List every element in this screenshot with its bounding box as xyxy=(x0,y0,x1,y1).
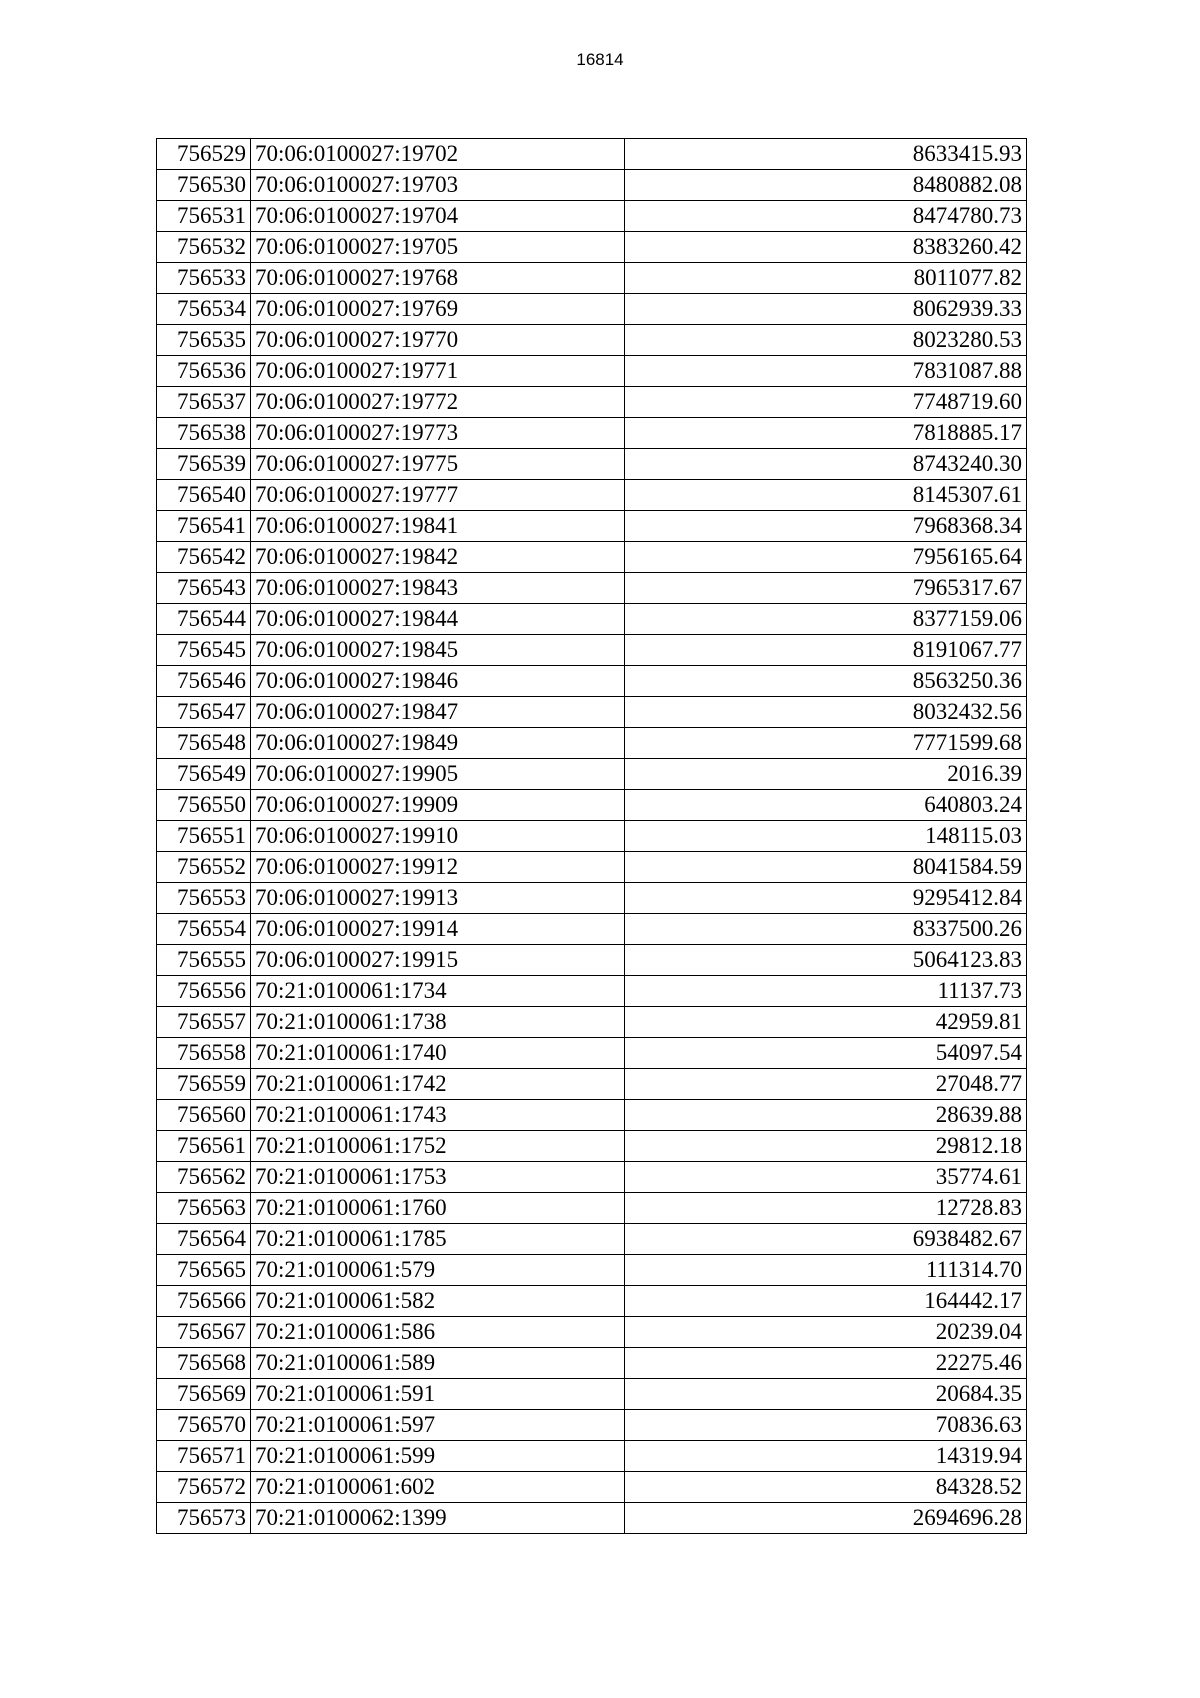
cadastral-value-cell: 7956165.64 xyxy=(625,542,1027,573)
cadastral-number-cell: 70:06:0100027:19846 xyxy=(251,666,625,697)
table-row xyxy=(157,790,1027,821)
cadastral-number-cell: 70:21:0100061:599 xyxy=(251,1441,625,1472)
cadastral-number-cell: 70:21:0100061:1743 xyxy=(251,1100,625,1131)
cadastral-number-cell: 70:06:0100027:19841 xyxy=(251,511,625,542)
cadastral-number-cell: 70:21:0100061:1753 xyxy=(251,1162,625,1193)
table-row xyxy=(157,511,1027,542)
cadastral-value-cell: 22275.46 xyxy=(625,1348,1027,1379)
cadastral-number-cell: 70:21:0100061:586 xyxy=(251,1317,625,1348)
table-row xyxy=(157,759,1027,790)
cadastral-value-cell: 8474780.73 xyxy=(625,201,1027,232)
table-row xyxy=(157,1379,1027,1410)
row-number-cell: 756563 xyxy=(157,1193,251,1224)
table-row xyxy=(157,573,1027,604)
table-row xyxy=(157,201,1027,232)
row-number-cell: 756571 xyxy=(157,1441,251,1472)
table-row xyxy=(157,976,1027,1007)
table-row xyxy=(157,1317,1027,1348)
row-number-cell: 756552 xyxy=(157,852,251,883)
table-row xyxy=(157,1255,1027,1286)
cadastral-number-cell: 70:06:0100027:19913 xyxy=(251,883,625,914)
cadastral-number-cell: 70:06:0100027:19843 xyxy=(251,573,625,604)
cadastral-value-cell: 7771599.68 xyxy=(625,728,1027,759)
row-number-cell: 756540 xyxy=(157,480,251,511)
row-number-cell: 756573 xyxy=(157,1503,251,1534)
row-number-cell: 756541 xyxy=(157,511,251,542)
row-number-cell: 756556 xyxy=(157,976,251,1007)
cadastral-number-cell: 70:06:0100027:19702 xyxy=(251,139,625,170)
row-number-cell: 756546 xyxy=(157,666,251,697)
cadastral-number-cell: 70:21:0100061:589 xyxy=(251,1348,625,1379)
table-row xyxy=(157,1410,1027,1441)
cadastral-value-cell: 7968368.34 xyxy=(625,511,1027,542)
cadastral-number-cell: 70:06:0100027:19909 xyxy=(251,790,625,821)
cadastral-value-cell: 29812.18 xyxy=(625,1131,1027,1162)
table-row xyxy=(157,1348,1027,1379)
cadastral-value-cell: 7831087.88 xyxy=(625,356,1027,387)
row-number-cell: 756549 xyxy=(157,759,251,790)
cadastral-value-cell: 70836.63 xyxy=(625,1410,1027,1441)
cadastral-number-cell: 70:06:0100027:19912 xyxy=(251,852,625,883)
cadastral-number-cell: 70:06:0100027:19910 xyxy=(251,821,625,852)
cadastral-value-cell: 7748719.60 xyxy=(625,387,1027,418)
cadastral-value-cell: 8563250.36 xyxy=(625,666,1027,697)
cadastral-value-cell: 28639.88 xyxy=(625,1100,1027,1131)
cadastral-value-cell: 8383260.42 xyxy=(625,232,1027,263)
cadastral-value-cell: 20684.35 xyxy=(625,1379,1027,1410)
table-row xyxy=(157,449,1027,480)
cadastral-number-cell: 70:21:0100061:602 xyxy=(251,1472,625,1503)
cadastral-value-cell: 8480882.08 xyxy=(625,170,1027,201)
cadastral-value-cell: 8633415.93 xyxy=(625,139,1027,170)
table-row xyxy=(157,914,1027,945)
cadastral-value-cell: 8377159.06 xyxy=(625,604,1027,635)
row-number-cell: 756551 xyxy=(157,821,251,852)
row-number-cell: 756529 xyxy=(157,139,251,170)
row-number-cell: 756567 xyxy=(157,1317,251,1348)
table-row xyxy=(157,883,1027,914)
cadastral-value-cell: 84328.52 xyxy=(625,1472,1027,1503)
cadastral-number-cell: 70:06:0100027:19845 xyxy=(251,635,625,666)
cadastral-value-cell: 7965317.67 xyxy=(625,573,1027,604)
table-row xyxy=(157,263,1027,294)
cadastral-number-cell: 70:21:0100061:1738 xyxy=(251,1007,625,1038)
row-number-cell: 756534 xyxy=(157,294,251,325)
table-row xyxy=(157,1007,1027,1038)
cadastral-number-cell: 70:21:0100061:1734 xyxy=(251,976,625,1007)
cadastral-value-cell: 35774.61 xyxy=(625,1162,1027,1193)
row-number-cell: 756566 xyxy=(157,1286,251,1317)
cadastral-value-cell: 148115.03 xyxy=(625,821,1027,852)
table-row xyxy=(157,1472,1027,1503)
row-number-cell: 756565 xyxy=(157,1255,251,1286)
row-number-cell: 756569 xyxy=(157,1379,251,1410)
row-number-cell: 756561 xyxy=(157,1131,251,1162)
row-number-cell: 756545 xyxy=(157,635,251,666)
row-number-cell: 756570 xyxy=(157,1410,251,1441)
row-number-cell: 756538 xyxy=(157,418,251,449)
row-number-cell: 756560 xyxy=(157,1100,251,1131)
cadastral-value-cell: 27048.77 xyxy=(625,1069,1027,1100)
cadastral-value-cell: 2694696.28 xyxy=(625,1503,1027,1534)
table-row xyxy=(157,1193,1027,1224)
row-number-cell: 756553 xyxy=(157,883,251,914)
row-number-cell: 756554 xyxy=(157,914,251,945)
row-number-cell: 756544 xyxy=(157,604,251,635)
table-row xyxy=(157,852,1027,883)
cadastral-value-cell: 9295412.84 xyxy=(625,883,1027,914)
cadastral-number-cell: 70:06:0100027:19770 xyxy=(251,325,625,356)
row-number-cell: 756539 xyxy=(157,449,251,480)
cadastral-number-cell: 70:06:0100027:19771 xyxy=(251,356,625,387)
table-row xyxy=(157,139,1027,170)
cadastral-number-cell: 70:06:0100027:19914 xyxy=(251,914,625,945)
row-number-cell: 756559 xyxy=(157,1069,251,1100)
row-number-cell: 756532 xyxy=(157,232,251,263)
row-number-cell: 756542 xyxy=(157,542,251,573)
cadastral-value-cell: 11137.73 xyxy=(625,976,1027,1007)
table-row xyxy=(157,821,1027,852)
cadastral-value-cell: 7818885.17 xyxy=(625,418,1027,449)
cadastral-value-cell: 54097.54 xyxy=(625,1038,1027,1069)
table-row xyxy=(157,418,1027,449)
table-row xyxy=(157,604,1027,635)
cadastral-value-cell: 8023280.53 xyxy=(625,325,1027,356)
cadastral-value-cell: 14319.94 xyxy=(625,1441,1027,1472)
table-row xyxy=(157,697,1027,728)
cadastral-number-cell: 70:06:0100027:19844 xyxy=(251,604,625,635)
cadastral-number-cell: 70:21:0100061:591 xyxy=(251,1379,625,1410)
row-number-cell: 756550 xyxy=(157,790,251,821)
table-row xyxy=(157,1038,1027,1069)
cadastral-value-cell: 640803.24 xyxy=(625,790,1027,821)
table-row xyxy=(157,1100,1027,1131)
table-row xyxy=(157,1224,1027,1255)
cadastral-value-cell: 5064123.83 xyxy=(625,945,1027,976)
cadastral-number-cell: 70:06:0100027:19703 xyxy=(251,170,625,201)
table-row xyxy=(157,232,1027,263)
page-number: 16814 xyxy=(576,50,624,69)
cadastral-value-cell: 8145307.61 xyxy=(625,480,1027,511)
row-number-cell: 756536 xyxy=(157,356,251,387)
cadastral-number-cell: 70:21:0100061:1742 xyxy=(251,1069,625,1100)
row-number-cell: 756533 xyxy=(157,263,251,294)
table-row xyxy=(157,325,1027,356)
row-number-cell: 756531 xyxy=(157,201,251,232)
cadastral-number-cell: 70:06:0100027:19842 xyxy=(251,542,625,573)
cadastral-number-cell: 70:06:0100027:19773 xyxy=(251,418,625,449)
cadastral-value-cell: 8191067.77 xyxy=(625,635,1027,666)
table-row xyxy=(157,294,1027,325)
cadastral-number-cell: 70:21:0100061:597 xyxy=(251,1410,625,1441)
row-number-cell: 756530 xyxy=(157,170,251,201)
cadastral-value-cell: 6938482.67 xyxy=(625,1224,1027,1255)
cadastral-number-cell: 70:21:0100061:1740 xyxy=(251,1038,625,1069)
table-row xyxy=(157,1503,1027,1534)
table-row xyxy=(157,1162,1027,1193)
table-row xyxy=(157,480,1027,511)
row-number-cell: 756535 xyxy=(157,325,251,356)
cadastral-value-cell: 20239.04 xyxy=(625,1317,1027,1348)
table-row xyxy=(157,542,1027,573)
cadastral-value-cell: 8062939.33 xyxy=(625,294,1027,325)
cadastral-number-cell: 70:21:0100061:1785 xyxy=(251,1224,625,1255)
cadastral-number-cell: 70:21:0100061:1752 xyxy=(251,1131,625,1162)
row-number-cell: 756568 xyxy=(157,1348,251,1379)
table-row xyxy=(157,945,1027,976)
cadastral-value-cell: 42959.81 xyxy=(625,1007,1027,1038)
cadastral-value-cell: 111314.70 xyxy=(625,1255,1027,1286)
cadastral-number-cell: 70:21:0100061:1760 xyxy=(251,1193,625,1224)
table-body xyxy=(157,139,1027,1534)
cadastral-value-cell: 12728.83 xyxy=(625,1193,1027,1224)
table-row xyxy=(157,635,1027,666)
cadastral-number-cell: 70:21:0100062:1399 xyxy=(251,1503,625,1534)
cadastral-number-cell: 70:06:0100027:19705 xyxy=(251,232,625,263)
table-row xyxy=(157,666,1027,697)
table-row xyxy=(157,356,1027,387)
row-number-cell: 756564 xyxy=(157,1224,251,1255)
cadastral-number-cell: 70:06:0100027:19768 xyxy=(251,263,625,294)
cadastral-value-table xyxy=(156,138,1027,1534)
row-number-cell: 756562 xyxy=(157,1162,251,1193)
cadastral-number-cell: 70:06:0100027:19777 xyxy=(251,480,625,511)
cadastral-number-cell: 70:06:0100027:19769 xyxy=(251,294,625,325)
row-number-cell: 756572 xyxy=(157,1472,251,1503)
cadastral-value-cell: 8032432.56 xyxy=(625,697,1027,728)
table-row xyxy=(157,728,1027,759)
cadastral-number-cell: 70:06:0100027:19849 xyxy=(251,728,625,759)
cadastral-number-cell: 70:21:0100061:582 xyxy=(251,1286,625,1317)
cadastral-number-cell: 70:21:0100061:579 xyxy=(251,1255,625,1286)
cadastral-value-cell: 8337500.26 xyxy=(625,914,1027,945)
cadastral-value-cell: 8011077.82 xyxy=(625,263,1027,294)
cadastral-number-cell: 70:06:0100027:19772 xyxy=(251,387,625,418)
table-row xyxy=(157,387,1027,418)
cadastral-value-cell: 8743240.30 xyxy=(625,449,1027,480)
cadastral-number-cell: 70:06:0100027:19704 xyxy=(251,201,625,232)
row-number-cell: 756547 xyxy=(157,697,251,728)
row-number-cell: 756537 xyxy=(157,387,251,418)
row-number-cell: 756555 xyxy=(157,945,251,976)
cadastral-number-cell: 70:06:0100027:19915 xyxy=(251,945,625,976)
table-row xyxy=(157,1441,1027,1472)
cadastral-value-cell: 2016.39 xyxy=(625,759,1027,790)
row-number-cell: 756548 xyxy=(157,728,251,759)
cadastral-number-cell: 70:06:0100027:19905 xyxy=(251,759,625,790)
table-row xyxy=(157,170,1027,201)
table-row xyxy=(157,1286,1027,1317)
row-number-cell: 756557 xyxy=(157,1007,251,1038)
table-row xyxy=(157,1069,1027,1100)
cadastral-value-cell: 164442.17 xyxy=(625,1286,1027,1317)
row-number-cell: 756558 xyxy=(157,1038,251,1069)
cadastral-number-cell: 70:06:0100027:19847 xyxy=(251,697,625,728)
cadastral-value-cell: 8041584.59 xyxy=(625,852,1027,883)
row-number-cell: 756543 xyxy=(157,573,251,604)
table-row xyxy=(157,1131,1027,1162)
cadastral-number-cell: 70:06:0100027:19775 xyxy=(251,449,625,480)
